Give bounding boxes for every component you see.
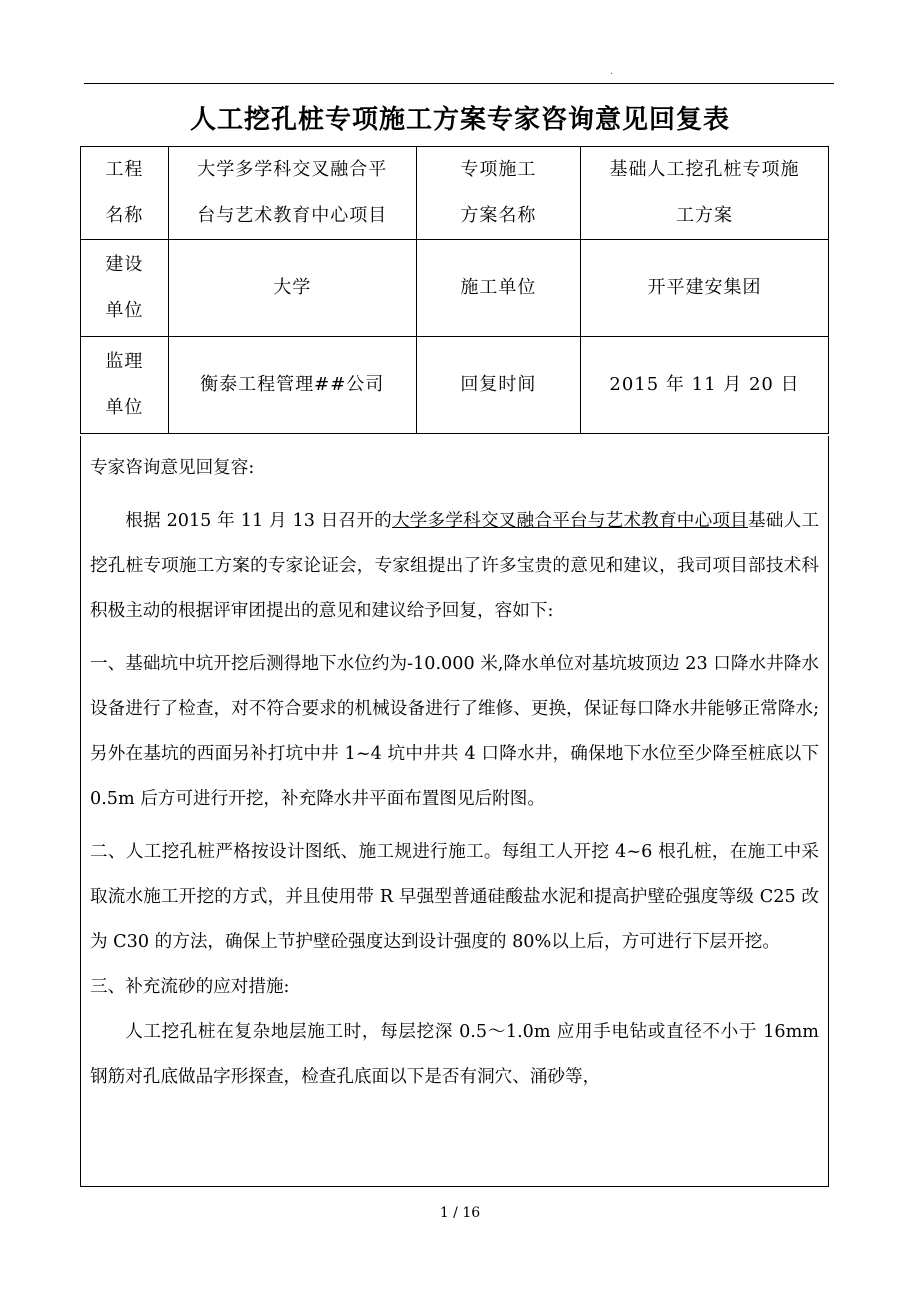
- scheme-label-line2: 方案名称: [460, 205, 537, 226]
- intro-paragraph: [90, 499, 819, 634]
- expert-opinion-box: [80, 436, 829, 1187]
- header-mark: .: [610, 66, 614, 77]
- opinion-heading: 专家咨询意见回复容:: [90, 458, 255, 478]
- info-table: [80, 146, 829, 434]
- scheme-name-cell: [581, 147, 829, 240]
- item-1-paragraph: 一、基础坑中坑开挖后测得地下水位约为-10.000 米,降水单位对基坑坡顶边 23 口降水井降水设备进行了检查，对不符合要求的机械设备进行了维修、更换，保证每口降水井能够正常降水;另外在基坑的西面另补打坑中井 1~4 坑中井共 4 口降水井，确保地下水位至少降至桩底以下 0.5m 后方可进行开挖，补充降水井平面布置图见后附图。: [90, 654, 819, 809]
- supervisor-value: 衡泰工程管理##公司: [168, 337, 416, 434]
- project-name-underlined: 大学多学科交叉融合平台与艺术教育中心项目: [391, 511, 748, 531]
- supervisor-label-cell: [81, 337, 169, 434]
- builder-label-line1: 建设: [105, 254, 144, 275]
- table-row: [81, 147, 829, 240]
- project-name-line2: 台与艺术教育中心项目: [197, 205, 388, 226]
- builder-value: 大学: [168, 240, 416, 337]
- table-row: [81, 240, 829, 337]
- project-label-cell: [81, 147, 169, 240]
- scheme-name-line2: 工方案: [676, 205, 733, 226]
- page-number: 1 / 16: [439, 1205, 481, 1221]
- item-3-heading: 三、补充流砂的应对措施:: [90, 977, 290, 997]
- item-3-paragraph: 人工挖孔桩在复杂地层施工时，每层挖深 0.5～1.0m 应用手电钻或直径不小于 16mm 钢筋对孔底做品字形探查，检查孔底面以下是否有洞穴、涌砂等，: [90, 1022, 819, 1087]
- table-row: [81, 337, 829, 434]
- scheme-name-line1: 基础人工挖孔桩专项施: [609, 159, 800, 180]
- intro-text-a: 根据 2015 年 11 月 13 日召开的: [125, 511, 392, 531]
- builder-label-cell: [81, 240, 169, 337]
- intro-text-b: 基础人工挖孔桩专项施工方案的专家论证会，专家组提出了许多宝贵的意见和建议，我司项目部技术科积极主动的根据评审团提出的意见和建议给予回复，容如下:: [90, 511, 819, 621]
- expert-opinion-content: [81, 436, 828, 1100]
- document-title: 人工挖孔桩专项施工方案专家咨询意见回复表: [189, 105, 730, 135]
- header-rule: [84, 83, 834, 84]
- scheme-label-cell: [416, 147, 580, 240]
- builder-label-line2: 单位: [105, 300, 144, 321]
- project-name-line1: 大学多学科交叉融合平: [197, 159, 388, 180]
- constructor-value: 开平建安集团: [581, 240, 829, 337]
- item-2-paragraph: 二、人工挖孔桩严格按设计图纸、施工规进行施工。每组工人开挖 4~6 根孔桩，在施工中采取流水施工开挖的方式，并且使用带 R 早强型普通硅酸盐水泥和提高护壁砼强度等级 C25 改为 C30 的方法，确保上节护壁砼强度达到设计强度的 80%以上后，方可进行下层开挖。: [90, 842, 819, 952]
- project-name-cell: [168, 147, 416, 240]
- project-label-line2: 名称: [105, 205, 144, 226]
- supervisor-label-line1: 监理: [105, 351, 144, 372]
- scheme-label-line1: 专项施工: [460, 159, 537, 180]
- reply-time-label: 回复时间: [416, 337, 580, 434]
- project-label-line1: 工程: [105, 159, 144, 180]
- supervisor-label-line2: 单位: [105, 397, 144, 418]
- reply-time-value: 2015 年 11 月 20 日: [581, 337, 829, 434]
- constructor-label: 施工单位: [416, 240, 580, 337]
